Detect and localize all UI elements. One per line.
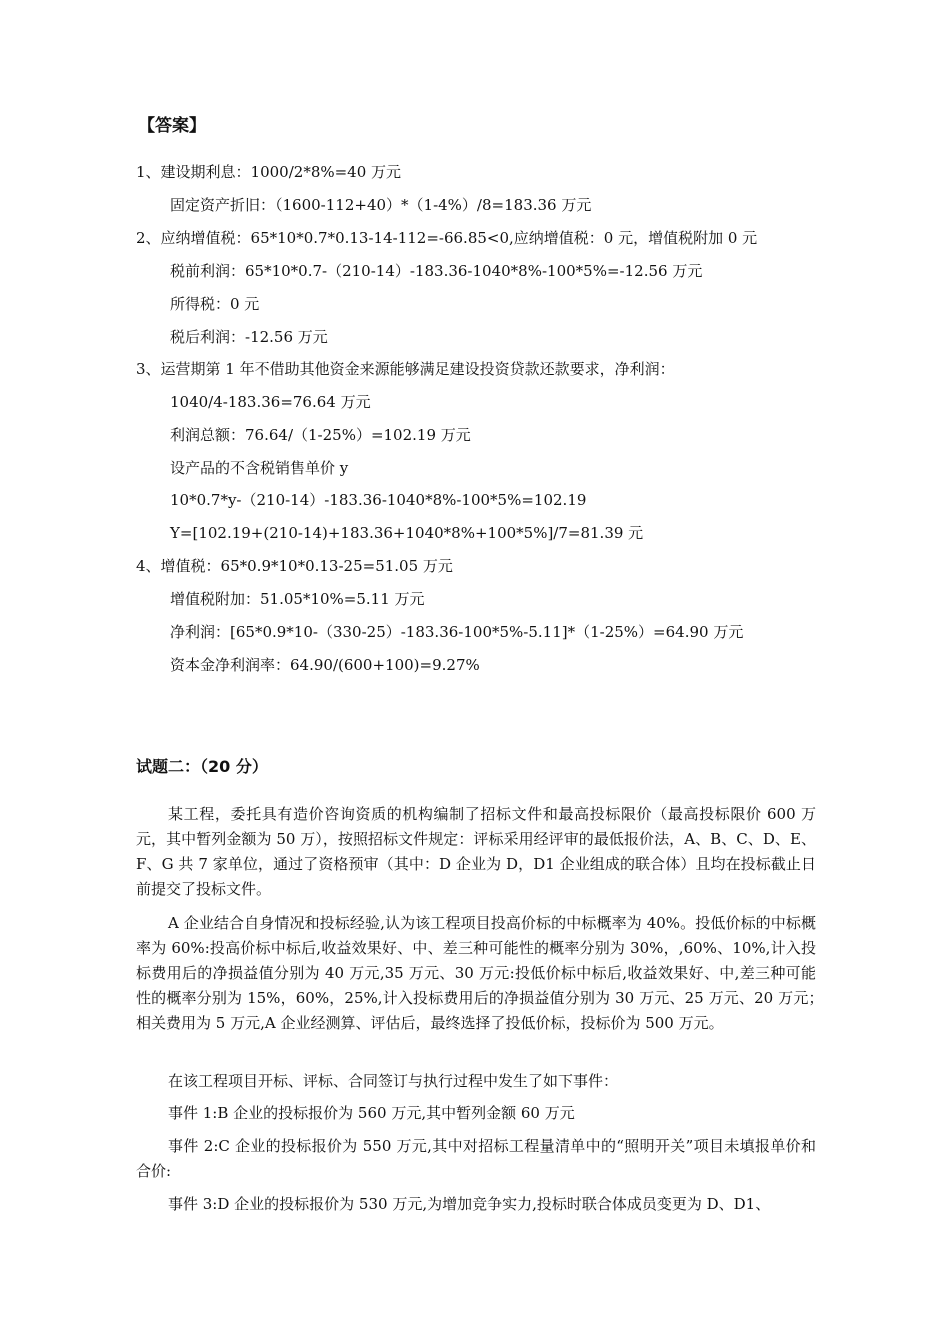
answer-line-5: 所得税：0 元 (170, 295, 260, 313)
answer-line-3: 2、应纳增值税：65*10*0.7*0.13-14-112=-66.85<0,应纳增值税：0 元，增值税附加 0 元 (136, 229, 758, 247)
answer-line-6: 税后利润：-12.56 万元 (170, 328, 328, 346)
answer-heading: 【答案】 (138, 116, 206, 136)
answer-line-14: 增值税附加：51.05*10%=5.11 万元 (170, 590, 425, 608)
question2-paragraph-2: A 企业结合自身情况和投标经验,认为该工程项目投高价标的中标概率为 40%。投低价标的中标概率为 60%:投高价标中标后,收益效果好、中、差三种可能性的概率分别为 30%，,60%、10%,计入投标费用后的净损益值分别为 40 万元,35 万元、30 万元:投低价标中标后,收益效果好、中,差三种可能性的概率分别为 15%，60%，25%,计入投标费用后的净损益值分别为 30 万元、25 万元、20 万元； 相关费用为 5 万元,A 企业经测算、评估后，最终选择了投低价标，投标价为 500 万元。 (136, 914, 832, 1032)
answer-line-10: 设产品的不含税销售单价 y (170, 459, 349, 477)
answer-line-11: 10*0.7*y-（210-14）-183.36-1040*8%-100*5%=102.19 (170, 491, 587, 509)
answer-line-7: 3、运营期第 1 年不借助其他资金来源能够满足建设投资贷款还款要求，净利润： (136, 360, 675, 378)
answer-line-2: 固定资产折旧：（1600-112+40）*（1-4%）/8=183.36 万元 (170, 196, 592, 214)
answer-line-4: 税前利润：65*10*0.7-（210-14）-183.36-1040*8%-100*5%=-12.56 万元 (170, 262, 703, 280)
question2-paragraph-1: 某工程，委托具有造价咨询资质的机构编制了招标文件和最高投标限价（最高投标限价 600 万元，其中暂列金额为 50 万），按照招标文件规定：评标采用经评审的最低报价法，A、B、C、D、E、F、G 共 7 家单位，通过了资格预审（其中：D 企业为 D，D1 企业组成的联合体）且均在投标截止日前提交了投标文件。 (136, 805, 816, 898)
answer-line-12: Y=[102.19+(210-14)+183.36+1040*8%+100*5%]/7=81.39 元 (170, 524, 644, 542)
question2-paragraph-5: 事件 2:C 企业的投标报价为 550 万元,其中对招标工程量清单中的“照明开关”项目未填报单价和合价: (136, 1137, 816, 1180)
question2-paragraph-6: 事件 3:D 企业的投标报价为 530 万元,为增加竞争实力,投标时联合体成员变更为 D、D1、 (168, 1195, 771, 1213)
answer-line-13: 4、增值税：65*0.9*10*0.13-25=51.05 万元 (136, 557, 453, 575)
answer-line-8: 1040/4-183.36=76.64 万元 (170, 393, 371, 411)
answer-line-16: 资本金净利润率：64.90/(600+100)=9.27% (170, 656, 480, 674)
answer-line-1: 1、建设期利息：1000/2*8%=40 万元 (136, 163, 402, 181)
question2-heading: 试题二：（20 分） (136, 757, 268, 776)
answer-line-9: 利润总额：76.64/（1-25%）=102.19 万元 (170, 426, 471, 444)
answer-line-15: 净利润：[65*0.9*10-（330-25）-183.36-100*5%-5.11]*（1-25%）=64.90 万元 (170, 623, 744, 641)
question2-paragraph-4: 事件 1:B 企业的投标报价为 560 万元,其中暂列金额 60 万元 (168, 1104, 575, 1122)
question2-paragraph-3: 在该工程项目开标、评标、合同签订与执行过程中发生了如下事件： (168, 1072, 619, 1090)
